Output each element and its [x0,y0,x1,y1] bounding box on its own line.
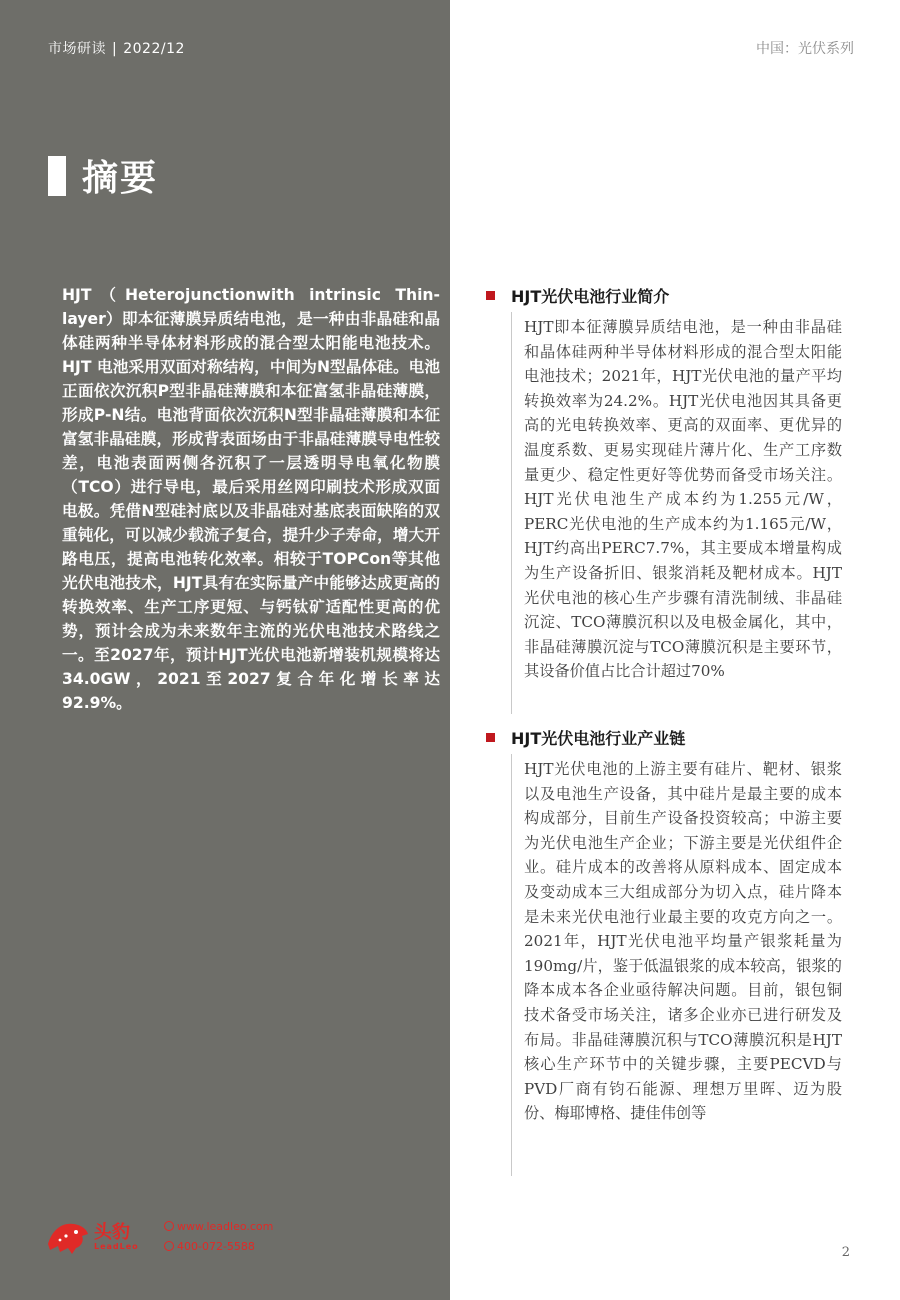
page-title: 摘要 [82,158,159,199]
title-bar-decoration [48,156,66,196]
section-heading-chain [486,726,685,749]
leopard-logo-icon [46,1216,90,1256]
summary-heading [48,150,158,201]
series-label: 中国：光伏系列 [756,41,854,57]
section-title: HJT光伏电池行业简介 [511,287,670,306]
phone-icon [164,1241,174,1251]
section-heading-intro [486,284,669,307]
logo-subtitle: LeadLeo [94,1242,139,1251]
section-title: HJT光伏电池行业产业链 [511,729,686,748]
report-category: 市场研读 [48,41,106,57]
report-date: 2022/12 [123,41,185,57]
section-body-intro: HJT即本征薄膜异质结电池，是一种由非晶硅和晶体硅两种半导体材料形成的混合型太阳能电池技术；2021年，HJT光伏电池的量产平均转换效率为24.2%。HJT光伏电池因其具备更高的光电转换效率、更高的双面率、更优异的温度系数、更易实现硅片薄片化、生产工序数量更少、稳定性更好等优势而备受市场关注。HJT光伏电池生产成本约为1.255元/W，PERC光伏电池的生产成本约为1.165元/W，HJT约高出PERC7.7%，其主要成本增量构成为生产设备折旧、银浆消耗及靶材成本。HJT光伏电池的核心生产步骤有清洗制绒、非晶硅沉淀、TCO薄膜沉积以及电极金属化，其中，非晶硅薄膜沉淀与TCO薄膜沉积是主要环节，其设备价值占比合计超过70% [524,318,842,681]
header-left [48,38,185,58]
logo-phone: 400-072-5588 [164,1240,255,1253]
globe-icon [164,1221,174,1231]
logo-website: www.leadleo.com [164,1220,273,1233]
section-divider-line [511,312,512,714]
section-body-chain: HJT光伏电池的上游主要有硅片、靶材、银浆以及电池生产设备，其中硅片是最主要的成本构成部分，目前生产设备投资较高；中游主要为光伏电池生产企业；下游主要是光伏组件企业。硅片成本的改善将从原料成本、固定成本及变动成本三大组成部分为切入点，硅片降本是未来光伏电池行业最主要的攻克方向之一。2021年，HJT光伏电池平均量产银浆耗量为190mg/片，鉴于低温银浆的成本较高，银浆的降本成本各企业亟待解决问题。目前，银包铜技术备受市场关注，诸多企业亦已进行研发及布局。非晶硅薄膜沉积与TCO薄膜沉积是HJT核心生产环节中的关键步骤，主要PECVD与PVD厂商有钧石能源、理想万里晖、迈为股份、梅耶博格、捷佳伟创等 [524,760,842,1123]
section-bullet-icon [486,291,495,300]
summary-paragraph: HJT（Heterojunctionwith intrinsic Thin-layer）即本征薄膜异质结电池，是一种由非晶硅和晶体硅两种半导体材料形成的混合型太阳能电池技术。HJT 电池采用双面对称结构，中间为N型晶体硅。电池正面依次沉积P型非晶硅薄膜和本征富氢非晶硅薄膜，形成P-N结。电池背面依次沉积N型非晶硅薄膜和本征富氢非晶硅膜，形成背表面场由于非晶硅薄膜导电性较差，电池表面两侧各沉积了一层透明导电氧化物膜（TCO）进行导电，最后采用丝网印刷技术形成双面电极。凭借N型硅衬底以及非晶硅对基底表面缺陷的双重钝化，可以减少载流子复合，提升少子寿命，增大开路电压，提高电池转化效率。相较于TOPCon等其他光伏电池技术，HJT具有在实际量产中能够达成更高的转换效率、生产工序更短、与钙钛矿适配性更高的优势，预计会成为未来数年主流的光伏电池技术路线之一。至2027年，预计HJT光伏电池新增装机规模将达34.0GW，2021至2027复合年化增长率达92.9%。 [62,286,440,712]
logo-name: 头豹 [94,1222,130,1243]
leadleo-logo [46,1216,276,1260]
page-number: 2 [841,1245,850,1260]
section-divider-line [511,754,512,1176]
section-bullet-icon [486,733,495,742]
header-separator: | [112,41,118,57]
